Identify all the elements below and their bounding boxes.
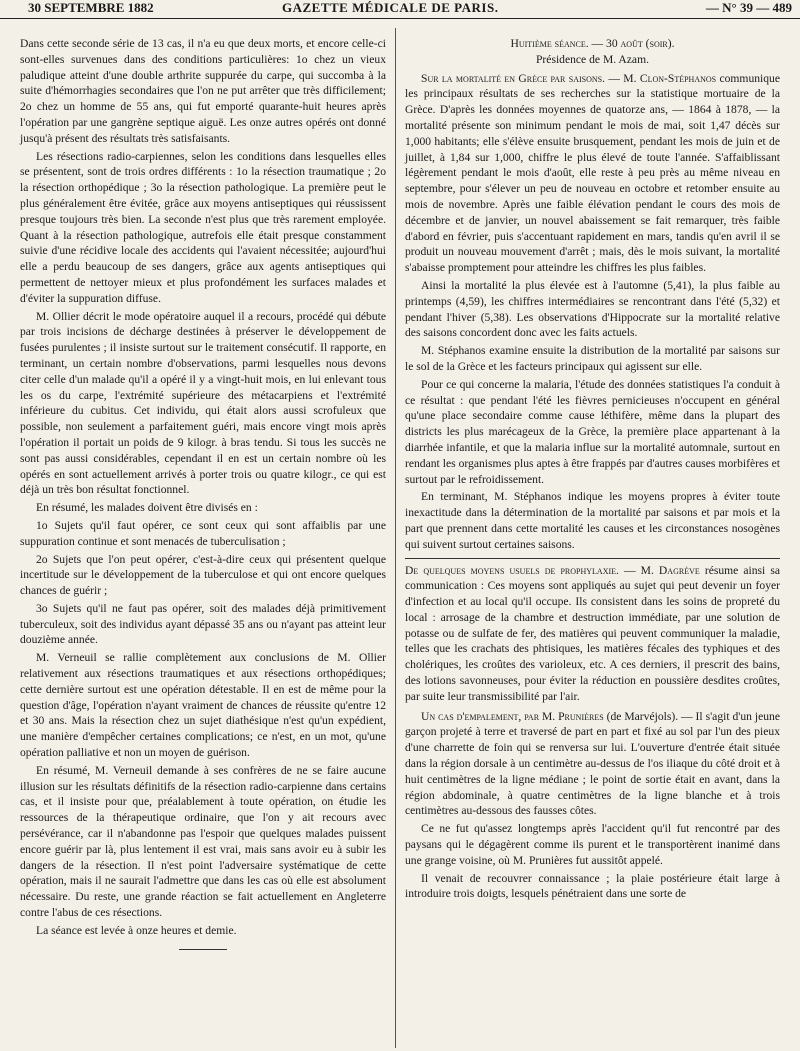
paragraph: Les résections radio-carpiennes, selon les conditions dans lesquelles elles se présentent, sont de trois ordres différents : 1o la résection traumatique ; 2o la résection orthopédique ; 3o la résection pathologique. La première peut le plus généralement être évitée, grâce aux moyens antiseptiques qui réussissent presque toujours très bien. La seconde n'est plus que très rarement employée. Quant à la résection pathologique, autrefois elle était presque constamment suivie d'une récidive locale des accidents qui l'avaient nécessitée; aujourd'hui elle a perdu beaucoup de ses dangers, grâce aux agents antiseptiques qui permettent de nettoyer mieux et plus profondément les surfaces malades et d'éviter la suppuration diffuse. bbox=[20, 149, 386, 305]
paragraph: En résumé, les malades doivent être divisés en : bbox=[36, 501, 258, 515]
paragraph bbox=[405, 709, 780, 820]
paragraph: Il venait de recouvrer connaissance ; la plaie postérieure était large à introduire trois doigts, lesquels pénétraient dans une sorte de bbox=[405, 871, 780, 901]
paragraph bbox=[405, 71, 780, 276]
paragraph: Ce ne fut qu'assez longtemps après l'accident qu'il fut rencontré par des paysans qui le dégagèrent comme ils purent et le transportèrent inanimé dans une grange voisine, où M. Prunières fut aussitôt appelé. bbox=[405, 822, 780, 867]
left-column bbox=[20, 36, 386, 950]
paragraph: En terminant, M. Stéphanos indique les moyens propres à éviter toute inexactitude dans la détermination de la mortalité par saisons et par mois et la part que prennent dans cette mortalité les causes et les circonstances nosogènes qui suivent surtout certaines saisons. bbox=[405, 490, 780, 551]
paragraph: Ainsi la mortalité la plus élevée est à l'automne (5,41), la plus faible au printemps (4,59), les chiffres intermédiaires se rencontrant dans l'été (5,32) et pendant l'hiver (5,38). Les observations d'Hippocrate sur la mortalité relative des saisons concordent donc avec les faits actuels. bbox=[405, 278, 780, 340]
paragraph: Pour ce qui concerne la malaria, l'étude des données statistiques l'a conduit à ce résultat : que pendant l'été les fièvres pernicieuses n'occupent en général qu'une place secondaire comme cause léthifère, même dans la plupart des districts les plus marécageux de la Grèce, la première place appartenant à la diarrhée infantile, et que la malaria influe sur la mortalité automnale, surtout en rendant les organismes plus aptes à être frappés par d'autres causes morbifères et surtout par le refroidissement. bbox=[405, 377, 780, 486]
list-item: 1o Sujets qu'il faut opérer, ce sont ceux qui sont affaiblis par une suppuration continue et sont menacés de tuberculisation ; bbox=[20, 518, 386, 548]
closing-line: La séance est levée à onze heures et demie. bbox=[36, 923, 237, 937]
paragraph: M. Stéphanos examine ensuite la distribution de la mortalité par saisons sur le sol de la Grèce et les facteurs principaux qui agissent sur elle. bbox=[405, 344, 780, 373]
list-item: 2o Sujets que l'on peut opérer, c'est-à-dire ceux qui présentent quelque incertitude sur le développement de la tuberculose et qui ont encore quelques chances de guérir ; bbox=[20, 552, 386, 598]
author-name: — M. Dagrève bbox=[618, 563, 700, 577]
right-column bbox=[405, 36, 780, 904]
column-divider bbox=[395, 28, 396, 1048]
paragraph-body: communique les principaux résultats de ses recherches sur la statistique mortuaire de la Grèce. D'après les données moyennes de quatorze ans, — 1864 à 1878, — la mortalité présente son minimum pendant le mois de mai, soit 1,47 décès sur 1,000 habitants; elle s'élève ensuite brusquement, pendant les mois de juin et de juillet, à 1,84 sur 1,000, chiffre le plus élevé de toute l'année. S'affaiblissant légèrement pendant le mois d'août, elle reste à peu près au même niveau en septembre, pour s'élever un peu de nouveau en octobre et retomber ensuite au mois de novembre. Après une faible élévation pendant le cours des mois de décembre et de janvier, un nouvel abaissement se fait remarquer, très faible d'abord en février, puis s'accentuant rapidement en mars, tandis qu'en avril il se produit un nouveau mouvement d'arrêt ; mais, dès le mois suivant, la mortalité s'abaisse promptement pour atteindre les chiffres les plus faibles. bbox=[405, 71, 780, 275]
header-journal-title: GAZETTE MÉDICALE DE PARIS. bbox=[282, 0, 499, 15]
list-item: 3o Sujets qu'il ne faut pas opérer, soit des malades déjà primitivement tuberculeux, soit des individus ayant dépassé 35 ans ou n'ayant pas atteint leur douzième année. bbox=[20, 601, 386, 647]
paragraph: En résumé, M. Verneuil demande à ses confrères de ne se faire aucune illusion sur les résultats définitifs de la résection radio-carpienne dans certains cas, et il insiste pour que, préalablement à toute opération, on étudie les ressources de la thérapeutique ordinaire, que l'on y ait recours avec persévérance, car il n'abandonne pas l'espoir que quelques malades puissent encore guérir par là, plus lentement il est vrai, mais sans avoir eu à subir les dangers de la résection. Il n'est point l'adversaire systématique de cette opération, mais il ne saurait l'admettre que dans les cas où elle est absolument nécessaire. Du reste, une grande réaction se fait actuellement en Angleterre contre l'abus de ces résections. bbox=[20, 763, 386, 920]
end-rule bbox=[179, 949, 227, 950]
section-heading: De quelques moyens usuels de prophylaxie. bbox=[405, 563, 619, 577]
paragraph-body: (de Marvéjols). — Il s'agit d'un jeune garçon projeté à terre et traversé de part en part et fixé au sol par l'un des pieux d'une charrette de foin qui se renversa sur lui. L'ouverture d'entrée était située dans la région dorsale à un centimètre au-dessus de l'os iliaque du côté droit et à huit centimètres de la ligne médiane ; le point de sortie était en avant, dans la région abdominale, à quatre centimètres de la ligne blanche et à trois centimètres au-dessous des fausses côtes. bbox=[405, 709, 780, 818]
section-heading: Sur la mortalité en Grèce par saisons. bbox=[421, 71, 605, 85]
paragraph: M. Ollier décrit le mode opératoire auquel il a recours, procédé qui débute par trois incisions de décharge destinées à préserver le développement de fusées purulentes ; il insiste surtout sur le traitement consécutif. Il rapporte, en terminant, un certain nombre d'observations, parmi lesquelles nous devons citer celle d'un malade qu'il a opéré il y a vingt-huit mois, en lui enlevant tous les os du carpe, l'extrémité supérieure des métacarpiens et l'extrémité inférieure du cubitus. Cet individu, qui était alors aussi scrofuleux que possible, non seulement a parfaitement guéri, mais encore vingt mois après l'opération il portait un poids de 9 kilogr. à bras tendu. Si tous les succès ne sont pas aussi considérables, cependant il en est un certain nombre où les opérés en sont actuellement arrivés à porter trois ou quatre kilogr., ce qui est déjà un très bon résultat fonctionnel. bbox=[20, 309, 386, 497]
paragraph bbox=[405, 563, 780, 705]
author-name: — M. Clon-Stéphanos bbox=[604, 71, 717, 85]
paragraph-body: résume ainsi sa communication : Ces moyens sont appliqués au sujet qui peut devenir un foyer d'infection et au local qu'il occupe. Ils consistent dans les soins de propreté du local : arrosage de la chambre et destruction immédiate, par une solution de potasse ou de sulfate de fer, des matières qui peuvent communiquer la maladie, telles que les crachats des phtisiques, les matières fécales des typhiques et des cholériques, les croûtes des varioleux, etc. A ces derniers, il prescrit des bains, des lotions savonneuses, pour éviter la réduction en poussière desdites croûtes, par suite leur transmissibilité par l'air. bbox=[405, 563, 780, 703]
session-title: Huitième séance. — 30 août (soir). bbox=[510, 37, 675, 50]
author-name: par M. Prunières bbox=[521, 709, 604, 723]
header-date: 30 SEPTEMBRE 1882 bbox=[28, 0, 154, 15]
paragraph: Dans cette seconde série de 13 cas, il n'a eu que deux morts, et encore celle-ci sont-elles survenues dans des conditions particulières: 1o chez un vieux paludique atteint d'une double arthrite suppurée du carpe, qui succomba à la suite d'hémorrhagies secondaires que l'on ne put arrêter que très difficilement; 2o chez un homme de 55 ans, qui fut emporté quarante-huit heures après l'opération par une gangrène septique aiguë. Les onze autres opérés ont donné jusqu'à présent des résultats très satisfaisants. bbox=[20, 37, 386, 145]
section-heading: Un cas d'empalement, bbox=[421, 709, 522, 723]
paragraph: M. Verneuil se rallie complètement aux conclusions de M. Ollier relativement aux résections traumatiques et aux résections orthopédiques; cette dernière surtout est une opération détestable. Il en est de même pour la question d'âge, l'opération n'ayant vraiment de chances de réussite qu'entre 12 et 30 ans. Mais la résection chez un sujet diathésique n'est qu'un expédient, une manière d'empêcher certaines complications; ce n'est, en un mot, qu'une opération palliative et non un moyen de guérison. bbox=[20, 651, 386, 760]
presidency-line: Présidence de M. Azam. bbox=[535, 52, 649, 66]
page-header bbox=[0, 0, 800, 19]
header-issue-page: — N° 39 — 489 bbox=[705, 0, 792, 15]
section-rule bbox=[405, 558, 780, 559]
